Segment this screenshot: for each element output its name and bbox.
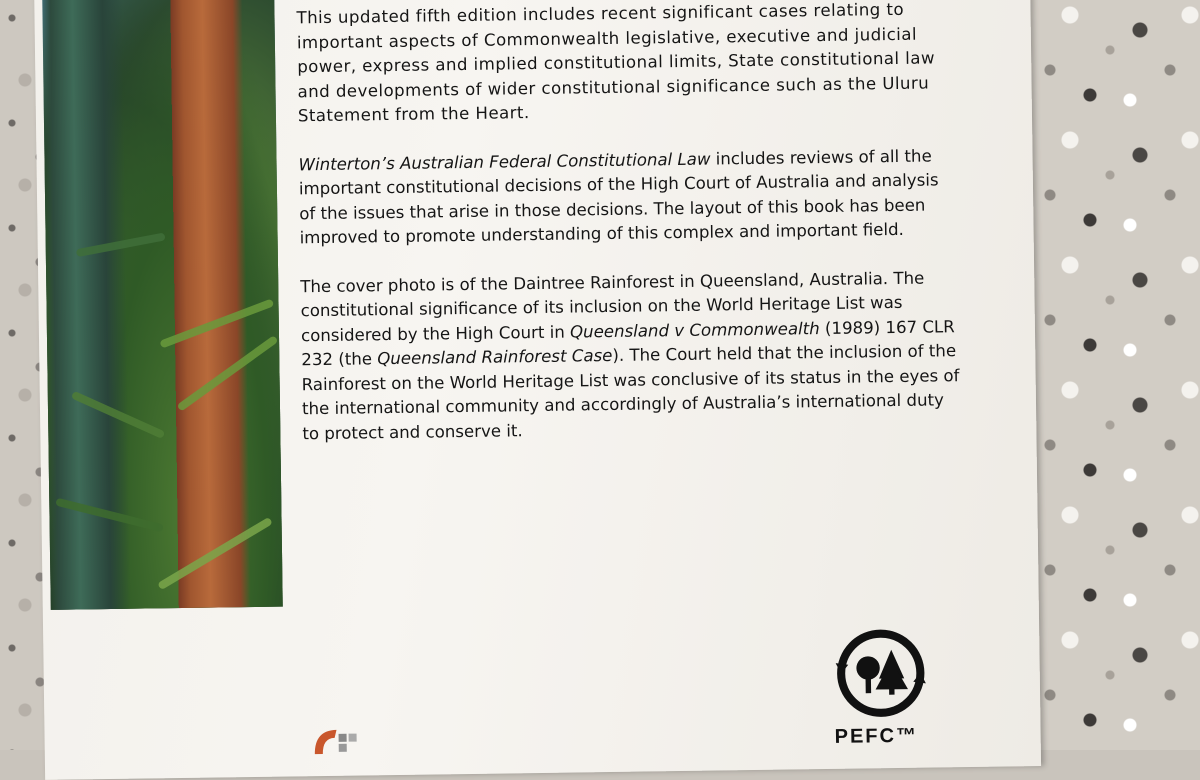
blurb-paragraph: [296, 0, 958, 129]
paragraph-text: includes reviews of all the important constitutional decisions of the High Court of Australia and analysis of the issues that arise in those decisions. The layout of this book has been improved to promote understanding of this complex and important field.: [298, 145, 939, 248]
fern-frond: [177, 335, 279, 412]
back-cover-blurb: [296, 0, 962, 470]
fern-frond: [55, 498, 164, 533]
blurb-paragraph: [298, 144, 959, 251]
fern-frond: [76, 232, 166, 257]
italic-title-text: Winterton’s Australian Federal Constitutional Law: [298, 149, 711, 174]
paragraph-text: ). The Court held that the inclusion of the Rainforest on the World Heritage List was conclusive of its status in the eyes of the international community and accordingly of Australia’s international duty to protect and conserve it.: [301, 341, 960, 443]
fern-frond: [157, 517, 273, 590]
paragraph-text: The cover photo is of the Daintree Rainforest in Queensland, Australia. The constitutional significance of its inclusion on the World Heritage List was considered by the High Court in: [300, 268, 925, 345]
fern-frond: [159, 298, 274, 348]
book-back-cover: [34, 0, 1041, 780]
blurb-paragraph: [300, 266, 962, 447]
paragraph-text: This updated fifth edition includes recent significant cases relating to important aspects of Commonwealth legislative, executive and judicial power, express and implied constitutional limits, State constitutional law and developments of wider constitutional significance such as the Uluru Statement from the Heart.: [296, 0, 936, 126]
publisher-logo-icon: [310, 723, 365, 764]
fern-frond: [71, 391, 165, 439]
italic-title-text: Queensland v Commonwealth: [569, 318, 820, 342]
certification-mark: PEFC™: [834, 724, 919, 748]
italic-title-text: Queensland Rainforest Case: [377, 345, 613, 369]
paragraph-text: (1989) 167 CLR 232 (the: [301, 316, 955, 370]
pefc-logo-icon: [835, 628, 926, 719]
rainforest-photo: [42, 0, 283, 610]
